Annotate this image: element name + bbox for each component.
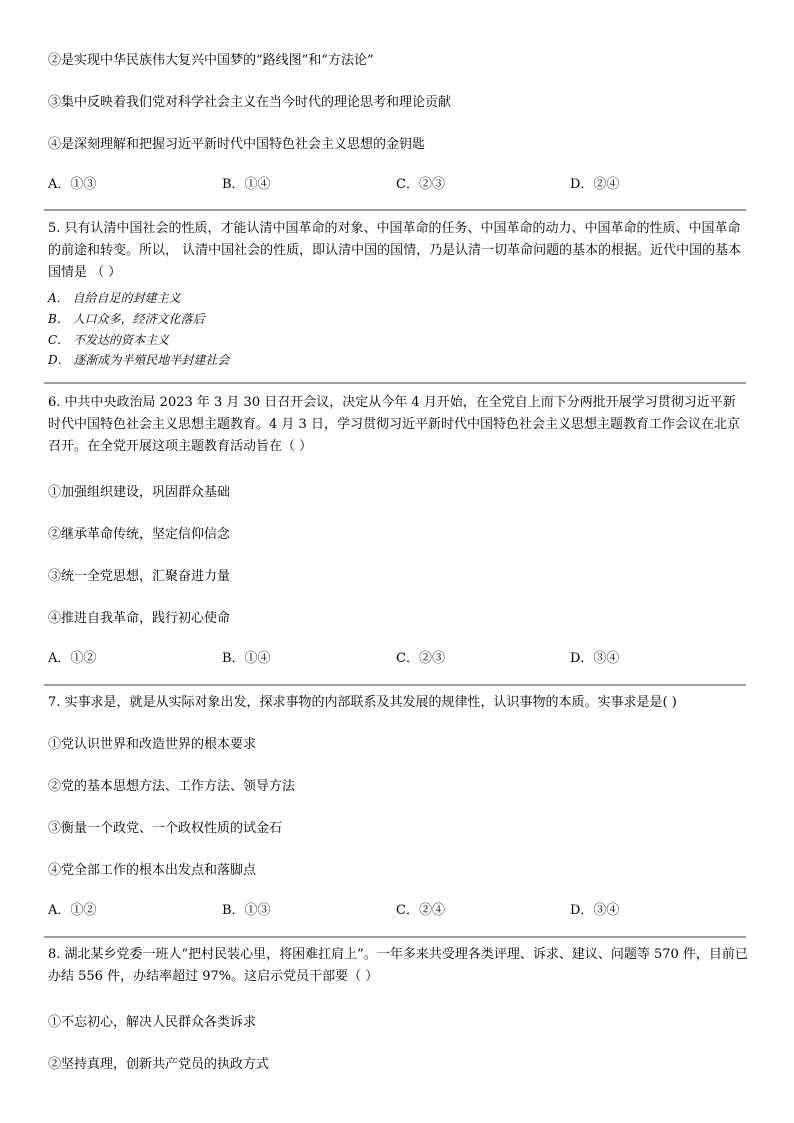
option-b[interactable]: B．①④ bbox=[222, 177, 271, 192]
section-divider bbox=[44, 936, 746, 938]
q6-statement-3: ③统一全党思想，汇聚奋进力量 bbox=[48, 569, 231, 584]
option-a[interactable]: A．①③ bbox=[48, 177, 97, 192]
q6-option-d[interactable]: D．③④ bbox=[570, 651, 620, 666]
q7-option-b[interactable]: B．①③ bbox=[222, 903, 271, 918]
question-8-stem: 8. 湖北某乡党委一班人“把村民装心里，将困难扛肩上”。一年多来共受理各类评理、诉求、建议、问题等 570 件，目前已办结 556 件，办结率超过 97%。这启示党员干部要（ ） bbox=[48, 947, 748, 984]
q7-statement-3: ③衡量一个政党、一个政权性质的试金石 bbox=[48, 821, 283, 836]
q6-option-b[interactable]: B．①④ bbox=[222, 651, 271, 666]
statement-4: ④是深刻理解和把握习近平新时代中国特色社会主义思想的金钥匙 bbox=[48, 137, 426, 152]
question-6-stem: 6. 中共中央政治局 2023 年 3 月 30 日召开会议，决定从今年 4 月开始，在全党自上而下分两批开展学习贯彻习近平新时代中国特色社会主义思想主题教育。4 月 3 日，学习贯彻习近平新时代中国特色社会主义思想主题教育工作会议在北京召开。在全党开展这项主题教育活动旨在（ ） bbox=[48, 395, 740, 454]
q7-statement-1: ①党认识世界和改造世界的根本要求 bbox=[48, 737, 257, 752]
q7-statement-2: ②党的基本思想方法、工作方法、领导方法 bbox=[48, 779, 296, 794]
q5-option-d[interactable]: D． 逐渐成为半殖民地半封建社会 bbox=[48, 353, 230, 367]
section-divider bbox=[44, 382, 746, 384]
q7-statement-4: ④党全部工作的根本出发点和落脚点 bbox=[48, 863, 257, 878]
question-7-stem: 7. 实事求是，就是从实际对象出发，探求事物的内部联系及其发展的规律性，认识事物的本质。实事求是是( ) bbox=[48, 695, 677, 710]
q7-option-a[interactable]: A．①② bbox=[48, 903, 97, 918]
statement-3: ③集中反映着我们党对科学社会主义在当今时代的理论思考和理论贡献 bbox=[48, 95, 452, 110]
section-divider bbox=[44, 684, 746, 686]
statement-2: ②是实现中华民族伟大复兴中国梦的“路线图”和“方法论” bbox=[48, 53, 374, 68]
q8-statement-2: ②坚持真理，创新共产党员的执政方式 bbox=[48, 1057, 270, 1072]
q6-option-c[interactable]: C．②③ bbox=[396, 651, 445, 666]
q8-statement-1: ①不忘初心，解决人民群众各类诉求 bbox=[48, 1015, 257, 1030]
section-divider bbox=[44, 209, 746, 211]
q6-statement-4: ④推进自我革命，践行初心使命 bbox=[48, 611, 231, 626]
q7-option-c[interactable]: C．②④ bbox=[396, 903, 445, 918]
option-d[interactable]: D．②④ bbox=[570, 177, 620, 192]
question-5-stem: 5. 只有认清中国社会的性质，才能认清中国革命的对象、中国革命的任务、中国革命的动力、中国革命的性质、中国革命的前途和转变。所以， 认清中国社会的性质，即认清中国的国情，乃是认清一切革命问题的基本的根据。近代中国的基本国情是 （ ） bbox=[48, 221, 742, 280]
q6-statement-2: ②继承革命传统，坚定信仰信念 bbox=[48, 527, 231, 542]
q5-option-a[interactable]: A． 自给自足的封建主义 bbox=[48, 291, 181, 305]
q6-option-a[interactable]: A．①② bbox=[48, 651, 97, 666]
option-c[interactable]: C．②③ bbox=[396, 177, 445, 192]
q5-option-b[interactable]: B． 人口众多，经济文化落后 bbox=[48, 312, 205, 326]
q7-option-d[interactable]: D．③④ bbox=[570, 903, 620, 918]
q5-option-c[interactable]: C． 不发达的资本主义 bbox=[48, 333, 169, 347]
q6-statement-1: ①加强组织建设，巩固群众基础 bbox=[48, 485, 231, 500]
